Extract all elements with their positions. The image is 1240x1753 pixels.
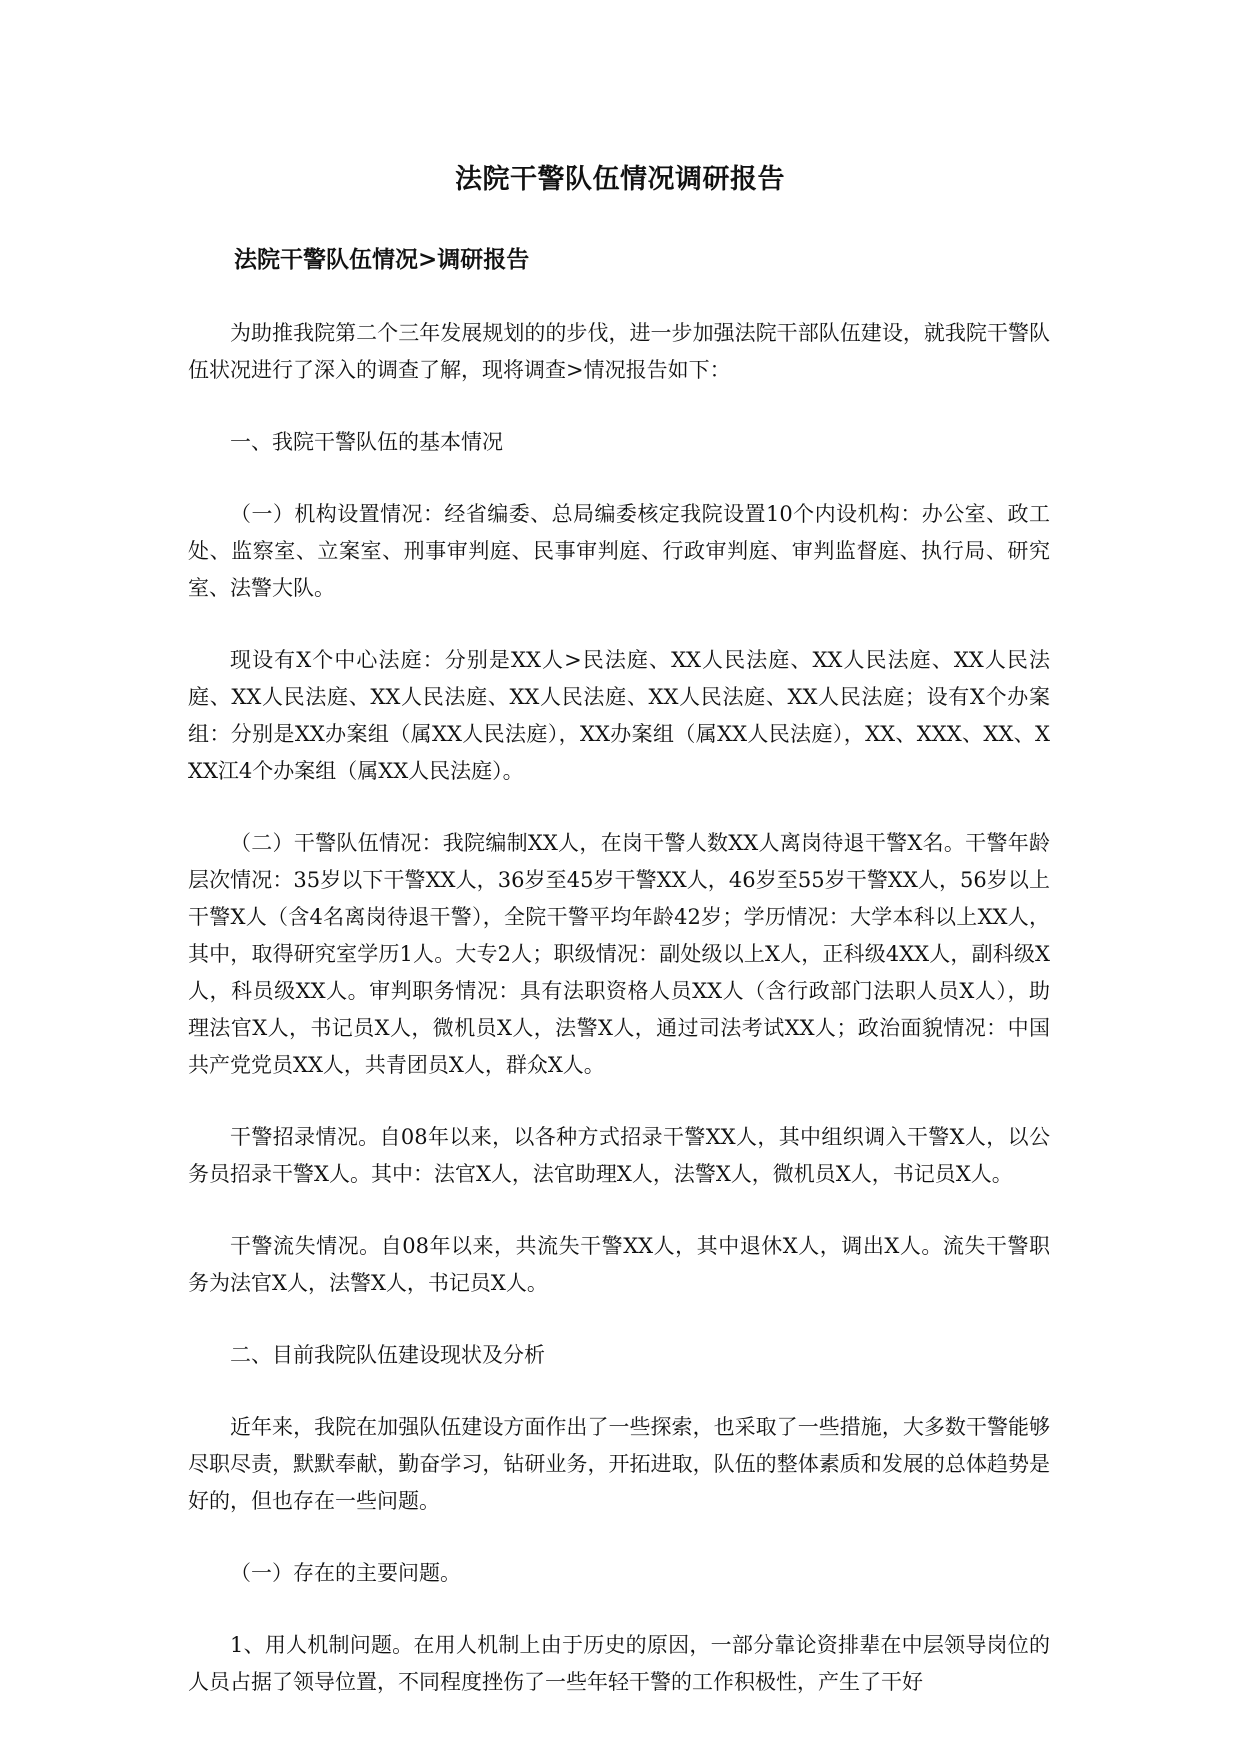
subsection-heading-main-problems: （一）存在的主要问题。	[230, 1561, 461, 1585]
section-heading-basic-situation: 一、我院干警队伍的基本情况	[230, 430, 503, 454]
paragraph-institution-setup: （一）机构设置情况：经省编委、总局编委核定我院设置10个内设机构：办公室、政工处、监察室、立案室、刑事审判庭、民事审判庭、行政审判庭、审判监督庭、执行局、研究室、法警大队。	[188, 502, 1050, 600]
paragraph-police-staff: （二）干警队伍情况：我院编制XX人，在岗干警人数XX人离岗待退干警X名。干警年龄层次情况：35岁以下干警XX人，36岁至45岁干警XX人，46岁至55岁干警XX人，56岁以上干警X人（含4名离岗待退干警），全院干警平均年龄42岁；学历情况：大学本科以上XX人，其中，取得研究室学历1人。大专2人；职级情况：副处级以上X人，正科级4XX人，副科级X人，科员级XX人。审判职务情况：具有法职资格人员XX人（含行政部门法职人员X人），助理法官X人，书记员X人，微机员X人，法警X人，通过司法考试XX人；政治面貌情况：中国共产党党员XX人，共青团员X人，群众X人。	[188, 831, 1050, 1077]
paragraph-attrition: 干警流失情况。自08年以来，共流失干警XX人，其中退休X人，调出X人。流失干警职务为法官X人，法警X人，书记员X人。	[188, 1234, 1050, 1295]
intro-paragraph: 为助推我院第二个三年发展规划的的步伐，进一步加强法院干部队伍建设，就我院干警队伍状况进行了深入的调查了解，现将调查>情况报告如下：	[188, 321, 1050, 382]
paragraph-overview: 近年来，我院在加强队伍建设方面作出了一些探索，也采取了一些措施，大多数干警能够尽职尽责，默默奉献，勤奋学习，钻研业务，开拓进取，队伍的整体素质和发展的总体趋势是好的，但也存在一些问题。	[188, 1415, 1050, 1513]
paragraph-recruitment: 干警招录情况。自08年以来，以各种方式招录干警XX人，其中组织调入干警X人，以公务员招录干警X人。其中：法官X人，法官助理X人，法警X人，微机员X人，书记员X人。	[188, 1125, 1050, 1186]
section-heading-current-status: 二、目前我院队伍建设现状及分析	[230, 1343, 545, 1367]
document-subtitle: 法院干警队伍情况>调研报告	[234, 246, 530, 273]
paragraph-employment-mechanism: 1、用人机制问题。在用人机制上由于历史的原因，一部分靠论资排辈在中层领导岗位的人员占据了领导位置，不同程度挫伤了一些年轻干警的工作积极性，产生了干好	[188, 1633, 1050, 1694]
document-title: 法院干警队伍情况调研报告	[455, 164, 785, 195]
document-body	[188, 240, 1050, 1736]
paragraph-central-courts: 现设有X个中心法庭：分别是XX人>民法庭、XX人民法庭、XX人民法庭、XX人民法庭、XX人民法庭、XX人民法庭、XX人民法庭、XX人民法庭、XX人民法庭；设有X个办案组：分别是XX办案组（属XX人民法庭），XX办案组（属XX人民法庭），XX、XXX、XX、XXX江4个办案组（属XX人民法庭）。	[188, 648, 1050, 783]
